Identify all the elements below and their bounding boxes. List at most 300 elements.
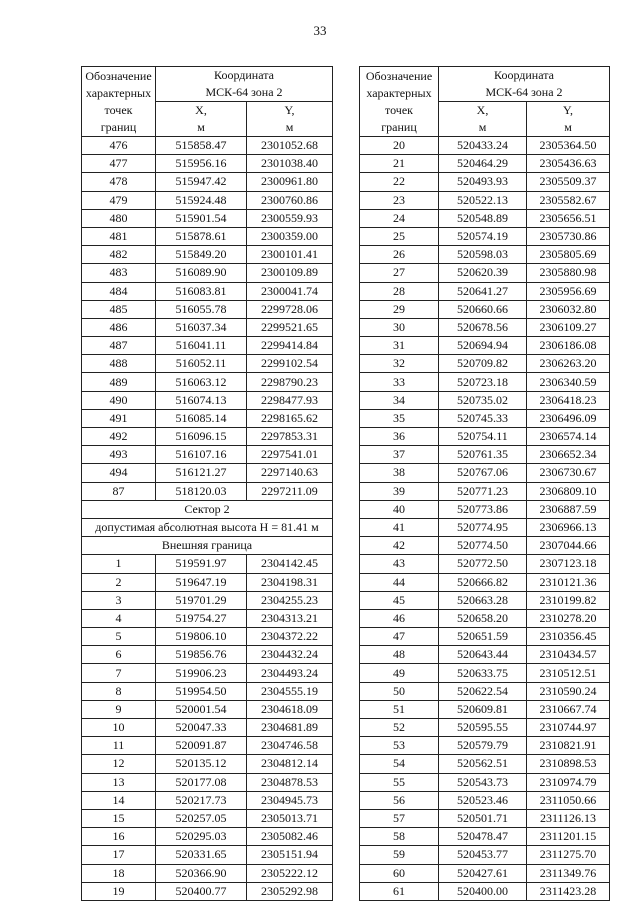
- x-coordinate-cell: 516089.90: [156, 264, 247, 282]
- x-coordinate-cell: 520579.79: [439, 737, 527, 755]
- x-coordinate-cell: 520709.82: [439, 355, 527, 373]
- x-coordinate-cell: 520678.56: [439, 318, 527, 336]
- table-row: [82, 591, 333, 609]
- point-id-cell: 28: [360, 282, 439, 300]
- point-id-cell: 485: [82, 300, 156, 318]
- page-number: 33: [313, 23, 327, 38]
- y-coordinate-cell: 2299521.65: [247, 318, 333, 336]
- x-coordinate-cell: 519754.27: [156, 609, 247, 627]
- y-coordinate-cell: 2306966.13: [527, 518, 610, 536]
- y-coordinate-cell: 2304746.58: [247, 737, 333, 755]
- y-coordinate-cell: 2297853.31: [247, 428, 333, 446]
- point-id-cell: 483: [82, 264, 156, 282]
- point-id-cell: 494: [82, 464, 156, 482]
- y-coordinate-cell: 2311126.13: [527, 809, 610, 827]
- y-coordinate-cell: 2305956.69: [527, 282, 610, 300]
- point-id-cell: 32: [360, 355, 439, 373]
- y-coordinate-cell: 2305880.98: [527, 264, 610, 282]
- table-row: [360, 609, 610, 627]
- point-id-cell: 31: [360, 337, 439, 355]
- table-row: [82, 846, 333, 864]
- table-row: [82, 191, 333, 209]
- y-coordinate-cell: 2306109.27: [527, 318, 610, 336]
- table-row: [360, 755, 610, 773]
- table-row: [360, 464, 610, 482]
- point-id-cell: 493: [82, 446, 156, 464]
- y-coordinate-cell: 2300101.41: [247, 246, 333, 264]
- x-coordinate-cell: 520651.59: [439, 628, 527, 646]
- y-coordinate-cell: 2305151.94: [247, 846, 333, 864]
- x-coordinate-cell: 519954.50: [156, 682, 247, 700]
- x-coordinate-cell: 516085.14: [156, 409, 247, 427]
- point-id-cell: 477: [82, 155, 156, 173]
- y-coordinate-cell: 2310199.82: [527, 591, 610, 609]
- point-id-cell: 45: [360, 591, 439, 609]
- point-designation-header: Обозначение характерных точек границ: [360, 67, 439, 137]
- x-coordinate-cell: 520562.51: [439, 755, 527, 773]
- x-coordinate-cell: 515878.61: [156, 227, 247, 245]
- point-id-cell: 41: [360, 518, 439, 536]
- x-coordinate-cell: 520427.61: [439, 864, 527, 882]
- x-coordinate-cell: 520772.50: [439, 555, 527, 573]
- point-id-cell: 24: [360, 209, 439, 227]
- x-coordinate-cell: 516052.11: [156, 355, 247, 373]
- y-coordinate-cell: 2304198.31: [247, 573, 333, 591]
- y-coordinate-cell: 2310512.51: [527, 664, 610, 682]
- table-row: [360, 809, 610, 827]
- table-row: [82, 246, 333, 264]
- x-coordinate-cell: 520774.50: [439, 537, 527, 555]
- table-row: [82, 828, 333, 846]
- point-id-cell: 476: [82, 137, 156, 155]
- point-id-cell: 21: [360, 155, 439, 173]
- table-row: [82, 737, 333, 755]
- point-id-cell: 36: [360, 428, 439, 446]
- table-row: [82, 609, 333, 627]
- y-coordinate-cell: 2298477.93: [247, 391, 333, 409]
- x-coordinate-cell: 516083.81: [156, 282, 247, 300]
- y-coordinate-cell: 2305364.50: [527, 137, 610, 155]
- y-coordinate-cell: 2306730.67: [527, 464, 610, 482]
- y-coordinate-cell: 2310974.79: [527, 773, 610, 791]
- x-coordinate-cell: 516037.34: [156, 318, 247, 336]
- table-row: [360, 446, 610, 464]
- y-coordinate-cell: 2305509.37: [527, 173, 610, 191]
- table-row: [82, 173, 333, 191]
- point-id-cell: 27: [360, 264, 439, 282]
- y-coordinate-cell: 2300041.74: [247, 282, 333, 300]
- x-coordinate-cell: 520501.71: [439, 809, 527, 827]
- point-id-cell: 479: [82, 191, 156, 209]
- point-id-cell: 8: [82, 682, 156, 700]
- y-coordinate-cell: 2305656.51: [527, 209, 610, 227]
- x-coordinate-cell: 520641.27: [439, 282, 527, 300]
- point-id-cell: 9: [82, 700, 156, 718]
- table-row: [82, 864, 333, 882]
- table-row: [360, 227, 610, 245]
- y-coordinate-cell: 2307123.18: [527, 555, 610, 573]
- table-row: [360, 355, 610, 373]
- point-id-cell: 55: [360, 773, 439, 791]
- table-row: [360, 791, 610, 809]
- point-id-cell: 5: [82, 628, 156, 646]
- point-id-cell: 59: [360, 846, 439, 864]
- table-row: [82, 464, 333, 482]
- table-row: [82, 428, 333, 446]
- x-coordinate-cell: 520135.12: [156, 755, 247, 773]
- point-id-cell: 29: [360, 300, 439, 318]
- y-coordinate-cell: 2304945.73: [247, 791, 333, 809]
- point-id-cell: 58: [360, 828, 439, 846]
- table-row: [360, 264, 610, 282]
- point-id-cell: 26: [360, 246, 439, 264]
- y-coordinate-cell: 2300760.86: [247, 191, 333, 209]
- point-id-cell: 490: [82, 391, 156, 409]
- table-row: [360, 737, 610, 755]
- table-row: [82, 137, 333, 155]
- y-coordinate-cell: 2305222.12: [247, 864, 333, 882]
- table-row: [82, 355, 333, 373]
- table-row: [82, 664, 333, 682]
- y-coordinate-cell: 2304372.22: [247, 628, 333, 646]
- sector-boundary: Внешняя граница: [82, 537, 333, 555]
- point-id-cell: 49: [360, 664, 439, 682]
- x-coordinate-cell: 520663.28: [439, 591, 527, 609]
- y-coordinate-cell: 2298165.62: [247, 409, 333, 427]
- table-row: [360, 591, 610, 609]
- point-id-cell: 51: [360, 700, 439, 718]
- x-coordinate-cell: 516096.15: [156, 428, 247, 446]
- point-id-cell: 14: [82, 791, 156, 809]
- x-coordinate-cell: 520666.82: [439, 573, 527, 591]
- y-coordinate-cell: 2299102.54: [247, 355, 333, 373]
- coordinates-table-left: [81, 66, 333, 901]
- x-coordinate-cell: 520001.54: [156, 700, 247, 718]
- y-coordinate-cell: 2297211.09: [247, 482, 333, 500]
- y-coordinate-cell: 2297541.01: [247, 446, 333, 464]
- y-coordinate-cell: 2310744.97: [527, 719, 610, 737]
- point-id-cell: 61: [360, 882, 439, 900]
- table-row: [82, 500, 333, 518]
- table-row: [360, 864, 610, 882]
- x-coordinate-cell: 520047.33: [156, 719, 247, 737]
- table-row: [82, 809, 333, 827]
- y-coordinate-cell: 2300559.93: [247, 209, 333, 227]
- x-coordinate-cell: 520745.33: [439, 409, 527, 427]
- table-row: [360, 137, 610, 155]
- y-coordinate-cell: 2310356.45: [527, 628, 610, 646]
- point-id-cell: 25: [360, 227, 439, 245]
- point-id-cell: 2: [82, 573, 156, 591]
- y-coordinate-cell: 2304681.89: [247, 719, 333, 737]
- point-id-cell: 7: [82, 664, 156, 682]
- point-id-cell: 19: [82, 882, 156, 900]
- y-coordinate-cell: 2310434.57: [527, 646, 610, 664]
- y-coordinate-cell: 2304618.09: [247, 700, 333, 718]
- y-coordinate-cell: 2306263.20: [527, 355, 610, 373]
- point-id-cell: 56: [360, 791, 439, 809]
- x-coordinate-cell: 515924.48: [156, 191, 247, 209]
- point-id-cell: 39: [360, 482, 439, 500]
- table-row: [360, 664, 610, 682]
- x-coordinate-cell: 516055.78: [156, 300, 247, 318]
- y-coordinate-cell: 2310121.36: [527, 573, 610, 591]
- table-row: [360, 773, 610, 791]
- y-coordinate-cell: 2304493.24: [247, 664, 333, 682]
- sector-height-note: допустимая абсолютная высота H = 81.41 м: [82, 518, 333, 536]
- point-id-cell: 53: [360, 737, 439, 755]
- x-coordinate-cell: 520598.03: [439, 246, 527, 264]
- point-id-cell: 20: [360, 137, 439, 155]
- table-row: [360, 518, 610, 536]
- point-id-cell: 52: [360, 719, 439, 737]
- x-coordinate-cell: 516074.13: [156, 391, 247, 409]
- x-coordinate-cell: 520548.89: [439, 209, 527, 227]
- coordinate-system-header: Координата МСК-64 зона 2: [439, 67, 610, 102]
- x-coordinate-cell: 520767.06: [439, 464, 527, 482]
- point-id-cell: 60: [360, 864, 439, 882]
- x-coordinate-cell: 516063.12: [156, 373, 247, 391]
- y-coordinate-cell: 2304313.21: [247, 609, 333, 627]
- point-id-cell: 481: [82, 227, 156, 245]
- table-row: [360, 428, 610, 446]
- x-coordinate-cell: 515947.42: [156, 173, 247, 191]
- x-coordinate-cell: 520366.90: [156, 864, 247, 882]
- table-row: [360, 482, 610, 500]
- point-id-cell: 87: [82, 482, 156, 500]
- y-coordinate-cell: 2304555.19: [247, 682, 333, 700]
- x-coordinate-cell: 516107.16: [156, 446, 247, 464]
- point-id-cell: 35: [360, 409, 439, 427]
- x-coordinate-cell: 520523.46: [439, 791, 527, 809]
- table-row: [82, 337, 333, 355]
- x-coordinate-cell: 520331.65: [156, 846, 247, 864]
- x-coordinate-cell: 520620.39: [439, 264, 527, 282]
- x-coordinate-cell: 519647.19: [156, 573, 247, 591]
- table-row: [360, 246, 610, 264]
- y-coordinate-cell: 2305730.86: [527, 227, 610, 245]
- x-coordinate-cell: 520773.86: [439, 500, 527, 518]
- point-id-cell: 486: [82, 318, 156, 336]
- x-coordinate-cell: 520177.08: [156, 773, 247, 791]
- y-coordinate-cell: 2306032.80: [527, 300, 610, 318]
- x-coordinate-cell: 520453.77: [439, 846, 527, 864]
- x-coordinate-cell: 520694.94: [439, 337, 527, 355]
- y-coordinate-cell: 2301038.40: [247, 155, 333, 173]
- coordinate-system-header: Координата МСК-64 зона 2: [156, 67, 333, 102]
- point-id-cell: 6: [82, 646, 156, 664]
- y-coordinate-cell: 2311050.66: [527, 791, 610, 809]
- x-coordinate-cell: 520774.95: [439, 518, 527, 536]
- x-coordinate-cell: 520658.20: [439, 609, 527, 627]
- table-row: [360, 191, 610, 209]
- y-header: Y, м: [527, 102, 610, 137]
- table-row: [82, 537, 333, 555]
- y-coordinate-cell: 2306340.59: [527, 373, 610, 391]
- y-coordinate-cell: 2305582.67: [527, 191, 610, 209]
- point-id-cell: 17: [82, 846, 156, 864]
- point-id-cell: 491: [82, 409, 156, 427]
- point-id-cell: 4: [82, 609, 156, 627]
- x-coordinate-cell: 520660.66: [439, 300, 527, 318]
- y-coordinate-cell: 2310821.91: [527, 737, 610, 755]
- table-row: [82, 791, 333, 809]
- x-coordinate-cell: 520091.87: [156, 737, 247, 755]
- x-coordinate-cell: 515956.16: [156, 155, 247, 173]
- x-coordinate-cell: 520522.13: [439, 191, 527, 209]
- y-coordinate-cell: 2306574.14: [527, 428, 610, 446]
- x-header: X, м: [439, 102, 527, 137]
- x-coordinate-cell: 520400.00: [439, 882, 527, 900]
- point-id-cell: 492: [82, 428, 156, 446]
- y-coordinate-cell: 2299414.84: [247, 337, 333, 355]
- table-row: [82, 264, 333, 282]
- point-id-cell: 57: [360, 809, 439, 827]
- table-row: [360, 682, 610, 700]
- y-coordinate-cell: 2311349.76: [527, 864, 610, 882]
- x-coordinate-cell: 519906.23: [156, 664, 247, 682]
- point-id-cell: 37: [360, 446, 439, 464]
- table-row: [360, 173, 610, 191]
- y-coordinate-cell: 2310898.53: [527, 755, 610, 773]
- point-id-cell: 484: [82, 282, 156, 300]
- table-row: [82, 409, 333, 427]
- table-row: [360, 828, 610, 846]
- point-id-cell: 18: [82, 864, 156, 882]
- table-row: [82, 573, 333, 591]
- x-coordinate-cell: 520633.75: [439, 664, 527, 682]
- x-coordinate-cell: 515858.47: [156, 137, 247, 155]
- table-row: [82, 755, 333, 773]
- table-row: [360, 646, 610, 664]
- point-id-cell: 487: [82, 337, 156, 355]
- y-coordinate-cell: 2311275.70: [527, 846, 610, 864]
- x-coordinate-cell: 520771.23: [439, 482, 527, 500]
- table-row: [82, 555, 333, 573]
- table-row: [82, 300, 333, 318]
- x-coordinate-cell: 520643.44: [439, 646, 527, 664]
- y-coordinate-cell: 2297140.63: [247, 464, 333, 482]
- y-coordinate-cell: 2299728.06: [247, 300, 333, 318]
- table-header: [82, 67, 333, 137]
- y-coordinate-cell: 2305292.98: [247, 882, 333, 900]
- table-row: [82, 882, 333, 900]
- table-row: [360, 700, 610, 718]
- point-id-cell: 30: [360, 318, 439, 336]
- point-id-cell: 10: [82, 719, 156, 737]
- point-id-cell: 13: [82, 773, 156, 791]
- x-coordinate-cell: 519806.10: [156, 628, 247, 646]
- x-coordinate-cell: 520295.03: [156, 828, 247, 846]
- y-coordinate-cell: 2310590.24: [527, 682, 610, 700]
- y-coordinate-cell: 2306887.59: [527, 500, 610, 518]
- x-coordinate-cell: 520433.24: [439, 137, 527, 155]
- y-coordinate-cell: 2311201.15: [527, 828, 610, 846]
- x-coordinate-cell: 520400.77: [156, 882, 247, 900]
- table-row: [82, 482, 333, 500]
- table-body: [82, 555, 333, 901]
- y-coordinate-cell: 2304878.53: [247, 773, 333, 791]
- table-row: [82, 719, 333, 737]
- table-row: [82, 773, 333, 791]
- table-body: [82, 137, 333, 501]
- table-row: [82, 282, 333, 300]
- x-coordinate-cell: 515901.54: [156, 209, 247, 227]
- table-row: [360, 573, 610, 591]
- table-row: [82, 646, 333, 664]
- x-coordinate-cell: 520493.93: [439, 173, 527, 191]
- table-row: [360, 391, 610, 409]
- table-row: [82, 628, 333, 646]
- table-row: [360, 209, 610, 227]
- point-id-cell: 12: [82, 755, 156, 773]
- table-row: [360, 628, 610, 646]
- y-coordinate-cell: 2306186.08: [527, 337, 610, 355]
- x-coordinate-cell: 520543.73: [439, 773, 527, 791]
- x-coordinate-cell: 519591.97: [156, 555, 247, 573]
- table-row: [82, 373, 333, 391]
- x-coordinate-cell: 520217.73: [156, 791, 247, 809]
- coordinates-table-right: [359, 66, 610, 901]
- table-row: [360, 155, 610, 173]
- point-id-cell: 54: [360, 755, 439, 773]
- y-coordinate-cell: 2306809.10: [527, 482, 610, 500]
- x-coordinate-cell: 520574.19: [439, 227, 527, 245]
- point-id-cell: 16: [82, 828, 156, 846]
- y-coordinate-cell: 2306418.23: [527, 391, 610, 409]
- point-id-cell: 3: [82, 591, 156, 609]
- table-row: [360, 337, 610, 355]
- y-coordinate-cell: 2300961.80: [247, 173, 333, 191]
- y-header: Y, м: [247, 102, 333, 137]
- point-id-cell: 23: [360, 191, 439, 209]
- table-row: [360, 537, 610, 555]
- y-coordinate-cell: 2305436.63: [527, 155, 610, 173]
- sector-title: Сектор 2: [82, 500, 333, 518]
- point-id-cell: 38: [360, 464, 439, 482]
- y-coordinate-cell: 2310278.20: [527, 609, 610, 627]
- x-coordinate-cell: 519856.76: [156, 646, 247, 664]
- y-coordinate-cell: 2300109.89: [247, 264, 333, 282]
- x-coordinate-cell: 516121.27: [156, 464, 247, 482]
- table-row: [82, 155, 333, 173]
- x-coordinate-cell: 516041.11: [156, 337, 247, 355]
- table-row: [82, 682, 333, 700]
- table-row: [360, 719, 610, 737]
- y-coordinate-cell: 2307044.66: [527, 537, 610, 555]
- point-id-cell: 478: [82, 173, 156, 191]
- y-coordinate-cell: 2301052.68: [247, 137, 333, 155]
- x-coordinate-cell: 520257.05: [156, 809, 247, 827]
- x-header: X, м: [156, 102, 247, 137]
- table-header: [360, 67, 610, 137]
- x-coordinate-cell: 520622.54: [439, 682, 527, 700]
- table-row: [82, 446, 333, 464]
- table-row: [360, 373, 610, 391]
- point-id-cell: 44: [360, 573, 439, 591]
- point-id-cell: 46: [360, 609, 439, 627]
- table-row: [82, 209, 333, 227]
- y-coordinate-cell: 2305082.46: [247, 828, 333, 846]
- point-id-cell: 11: [82, 737, 156, 755]
- x-coordinate-cell: 520478.47: [439, 828, 527, 846]
- table-body: [360, 137, 610, 901]
- table-row: [82, 700, 333, 718]
- table-row: [360, 300, 610, 318]
- y-coordinate-cell: 2304812.14: [247, 755, 333, 773]
- table-row: [360, 282, 610, 300]
- point-id-cell: 1: [82, 555, 156, 573]
